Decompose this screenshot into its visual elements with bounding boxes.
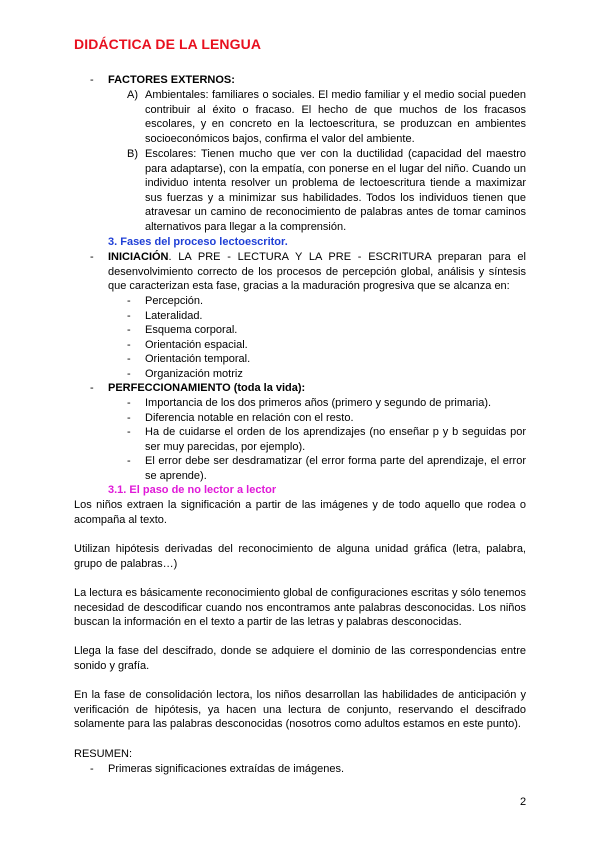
factores-b-text: Escolares: Tienen mucho que ver con la ductilidad (capacidad del maestro para adaptarse), con la empatía, con ponerse en el lugar del niño. Cuando un individuo intenta resolver un problema de lectoescritura tiende a maximizar sus fuerzas y a minimizar sus habilidades. Todos los individuos tienen que atravesar un camino de reconocimiento de palabras antes de tomar caminos alternativos para llegar a la comprensión. [145,148,526,233]
factores-a-marker: A) [127,89,138,101]
list-dash: - [90,251,94,263]
list-dash: - [90,763,94,775]
list-item: - Percepción. [127,295,204,307]
list-item: - El error debe ser desdramatizar (el error forma parte del aprendizaje, el error se aprende). [127,455,526,482]
iniciacion-paragraph [108,250,526,294]
list-dash: - [90,382,94,394]
paso-paragraph-4: Llega la fase del descifrado, donde se adquiere el dominio de las correspondencias entre sonido y grafía. [74,645,526,672]
fases-heading: 3. Fases del proceso lectoescritor. [108,236,288,248]
iniciacion-list [127,294,250,382]
page-number: 2 [520,796,527,808]
factores-heading: FACTORES EXTERNOS: [108,74,235,86]
paso-paragraph-3: La lectura es básicamente reconocimiento global de configuraciones escritas y sólo tenemos necesidad de descodificar cuando nos encontramos ante palabras desconocidas. Los niños buscan la información en el texto a partir de las letras y palabras desconocidas. [74,587,526,629]
list-item: - Diferencia notable en relación con el resto. [127,411,354,424]
document-title: DIDÁCTICA DE LA LENGUA [74,36,262,52]
factores-a-text: Ambientales: familiares o sociales. El medio familiar y el medio social pueden contribuir al éxito o fracaso. El hecho de que muchos de los fracasos escolares, y en concreto en la lectoescritura, se produzcan en ambientes socioeconómicos bajos, confirma el valor del ambiente. [145,89,526,145]
list-item: - Orientación temporal. [127,353,251,366]
iniciacion-label: INICIACIÓN [108,251,169,263]
resumen-label: RESUMEN: [74,748,133,760]
factores-b-marker: B) [127,148,138,160]
list-dash: - [90,74,94,86]
list-item: - Organización motriz [127,367,243,380]
paso-paragraph-2: Utilizan hipótesis derivadas del reconocimiento de alguna unidad gráfica (letra, palabra, grupo de palabras…) [74,543,526,570]
list-item: - Lateralidad. [127,309,203,322]
list-item: - Ha de cuidarse el orden de los aprendizajes (no enseñar p y b seguidas por ser muy parecidas, por ejemplo). [127,426,526,453]
resumen-item: Primeras significaciones extraídas de imágenes. [108,763,345,775]
list-item: - Orientación espacial. [127,338,248,351]
paso-paragraph-5: En la fase de consolidación lectora, los niños desarrollan las habilidades de anticipación y verificación de hipótesis, ya hacen una lectura de conjunto, reservando el descifrado solamente para las palabras desconocidas (nosotros como adultos estamos en este punto). [74,689,526,731]
paso-heading: 3.1. El paso de no lector a lector [108,484,277,496]
list-item: - Esquema corporal. [127,324,238,337]
list-item: - Importancia de los dos primeros años (primero y segundo de primaria). [127,397,492,409]
iniciacion-text: . LA PRE - LECTURA Y LA PRE - ESCRITURA preparan para el desenvolvimiento correcto de los procesos de percepción global, análisis y síntesis que caracterizan esta fase, gracias a la maduración progresiva que se alcanza en: [108,251,526,293]
paso-paragraph-1: Los niños extraen la significación a partir de las imágenes y de todo aquello que rodea o acompaña al texto. [74,499,526,526]
perfeccionamiento-heading: PERFECCIONAMIENTO (toda la vida): [108,382,306,394]
perfeccionamiento-list [127,396,526,484]
